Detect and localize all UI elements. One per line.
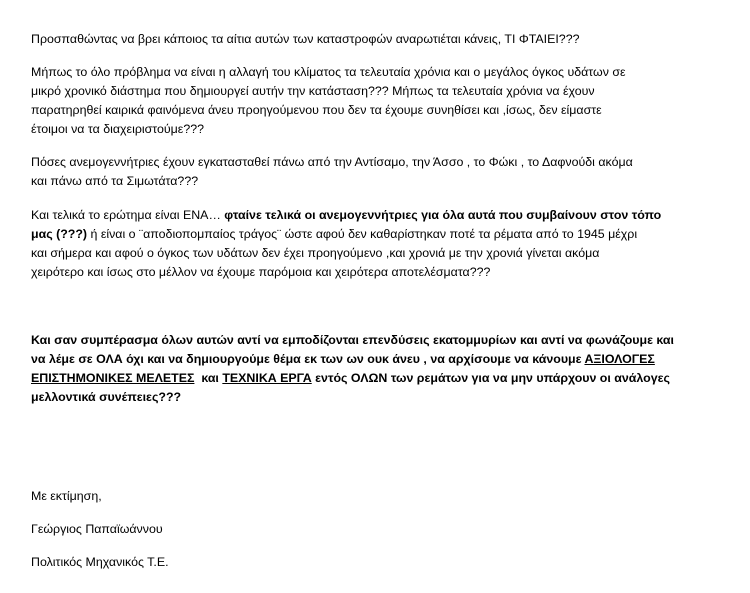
paragraph-2-line-2: μικρό χρονικό διάστημα που δημιουργεί αυτήν την κατάσταση??? Μήπως τα τελευταία χρόνια να έχουν <box>31 84 595 98</box>
signature-name: Γεώργιος Παπαϊωάννου <box>31 522 163 536</box>
signature-title: Πολιτικός Μηχανικός Τ.Ε. <box>31 555 169 569</box>
paragraph-4-line-2-plain: ή είναι ο ¨αποδιοπομπαίος τράγος¨ ώστε αφού δεν καθαρίστηκαν ποτέ τα ρέματα από το 1945 μέχρι <box>87 227 638 241</box>
paragraph-5-underlined-meletes: ΕΠΙΣΤΗΜΟΝΙΚΕΣ ΜΕΛΕΤΕΣ <box>31 371 195 385</box>
signature-closing: Με εκτίμηση, <box>31 489 102 503</box>
paragraph-4-line-4: χειρότερο και ίσως στο μέλλον να έχουμε παρόμοια και χειρότερα αποτελέσματα??? <box>31 265 491 279</box>
paragraph-4-line-3: και σήμερα και αφού ο όγκος των υδάτων δεν έχει προηγούμενο ,και χρονιά με την χρονιά γίνεται ακόμα <box>31 246 600 260</box>
paragraph-4-line-1-plain: Και τελικά το ερώτημα είναι ΕΝΑ… <box>31 208 225 222</box>
paragraph-3-line-1: Πόσες ανεμογεννήτριες έχουν εγκατασταθεί πάνω από την Αντίσαμο, την Άσσο , το Φώκι , το Δαφνούδι ακόμα <box>31 155 633 169</box>
paragraph-5-underlined-erga: ΤΕΧΝΙΚΑ ΕΡΓΑ <box>222 371 312 385</box>
paragraph-5-line-3-mid: και <box>194 371 223 385</box>
paragraph-1-line-1: Προσπαθώντας να βρει κάποιος τα αίτια αυτών των καταστροφών αναρωτιέται κάνεις, ΤΙ ΦΤΑΙΕΙ??? <box>31 32 580 46</box>
paragraph-5-line-2 <box>31 352 655 367</box>
paragraph-2-line-4: έτοιμοι να τα διαχειριστούμε??? <box>31 122 205 136</box>
paragraph-2-line-3: παρατηρηθεί καιρικά φαινόμενα άνευ προηγούμενου που δεν τα έχουμε συνηθίσει και ,ίσως, δεν είμαστε <box>31 103 602 117</box>
paragraph-4-line-1-bold: φταίνε τελικά οι ανεμογεννήτριες για όλα αυτά που συμβαίνουν στον τόπο <box>224 208 662 222</box>
paragraph-4-line-2 <box>31 227 637 242</box>
paragraph-2-line-1: Μήπως το όλο πρόβλημα να είναι η αλλαγή του κλίματος τα τελευταία χρόνια και ο μεγάλος όγκος υδάτων σε <box>31 65 626 79</box>
paragraph-5-underlined-aksiologes: ΑΞΙΟΛΟΓΕΣ <box>584 352 655 366</box>
paragraph-5-line-4: μελλοντικά συνέπειες??? <box>31 390 182 404</box>
paragraph-5-line-3-post: εντός ΟΛΩΝ των ρεμάτων για να μην υπάρχουν οι ανάλογες <box>311 371 670 385</box>
paragraph-5-line-3 <box>31 371 670 386</box>
paragraph-4-line-1 <box>31 208 661 223</box>
paragraph-5-line-1: Και σαν συμπέρασμα όλων αυτών αντί να εμποδίζονται επενδύσεις εκατομμυρίων και αντί να φωνάζουμε και <box>31 333 674 347</box>
paragraph-5-line-2-text: να λέμε σε ΟΛΑ όχι και να δημιουργούμε θέμα εκ των ων ουκ άνευ , να αρχίσουμε να κάνουμε <box>31 352 585 366</box>
paragraph-4-line-2-bold: μας (???) <box>31 227 88 241</box>
paragraph-3-line-2: και πάνω από τα Σιμωτάτα??? <box>31 174 199 188</box>
